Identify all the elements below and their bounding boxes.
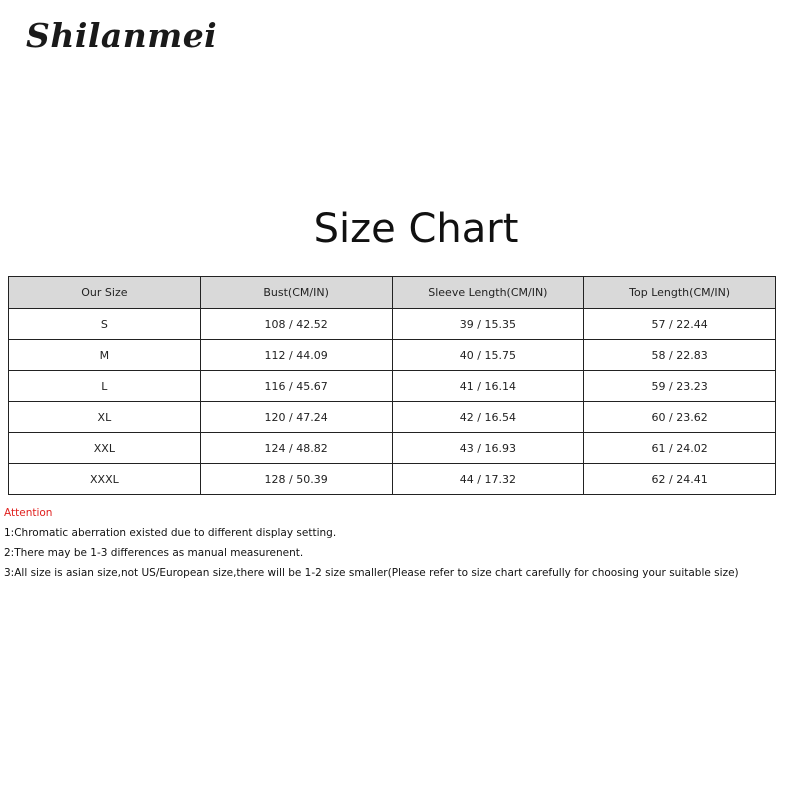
- cell-top-length: 59 / 23.23: [584, 371, 776, 402]
- table-row: [9, 464, 776, 495]
- brand-logo: Shilanmei: [26, 16, 218, 55]
- cell-sleeve-length: 41 / 16.14: [392, 371, 584, 402]
- header-sleeve-length: Sleeve Length(CM/IN): [392, 277, 584, 309]
- table-header: [9, 277, 776, 309]
- cell-size: S: [9, 309, 201, 340]
- header-our-size: Our Size: [9, 277, 201, 309]
- table-row: [9, 402, 776, 433]
- table-row: [9, 433, 776, 464]
- page-title: Size Chart: [313, 206, 519, 252]
- cell-size: M: [9, 340, 201, 371]
- cell-size: L: [9, 371, 201, 402]
- cell-top-length: 58 / 22.83: [584, 340, 776, 371]
- cell-bust: 116 / 45.67: [200, 371, 392, 402]
- table-body: [9, 309, 776, 495]
- size-table: [8, 276, 776, 495]
- note-item: 2:There may be 1-3 differences as manual measurenent.: [4, 547, 304, 559]
- cell-bust: 124 / 48.82: [200, 433, 392, 464]
- cell-top-length: 60 / 23.62: [584, 402, 776, 433]
- table-row: [9, 340, 776, 371]
- attention-heading: Attention: [4, 507, 53, 519]
- note-item: 3:All size is asian size,not US/European size,there will be 1-2 size smaller(Please refer to size chart carefully for choosing your suitable size): [4, 567, 739, 579]
- cell-size: XL: [9, 402, 201, 433]
- cell-size: XXXL: [9, 464, 201, 495]
- table-row: [9, 309, 776, 340]
- cell-top-length: 61 / 24.02: [584, 433, 776, 464]
- header-bust: Bust(CM/IN): [200, 277, 392, 309]
- table-header-row: [9, 277, 776, 309]
- cell-top-length: 62 / 24.41: [584, 464, 776, 495]
- cell-bust: 120 / 47.24: [200, 402, 392, 433]
- cell-size: XXL: [9, 433, 201, 464]
- cell-bust: 112 / 44.09: [200, 340, 392, 371]
- note-item: 1:Chromatic aberration existed due to different display setting.: [4, 527, 337, 539]
- cell-bust: 128 / 50.39: [200, 464, 392, 495]
- cell-bust: 108 / 42.52: [200, 309, 392, 340]
- cell-sleeve-length: 44 / 17.32: [392, 464, 584, 495]
- cell-sleeve-length: 39 / 15.35: [392, 309, 584, 340]
- cell-sleeve-length: 40 / 15.75: [392, 340, 584, 371]
- cell-top-length: 57 / 22.44: [584, 309, 776, 340]
- cell-sleeve-length: 43 / 16.93: [392, 433, 584, 464]
- table-row: [9, 371, 776, 402]
- header-top-length: Top Length(CM/IN): [584, 277, 776, 309]
- notes-section: [4, 506, 794, 586]
- cell-sleeve-length: 42 / 16.54: [392, 402, 584, 433]
